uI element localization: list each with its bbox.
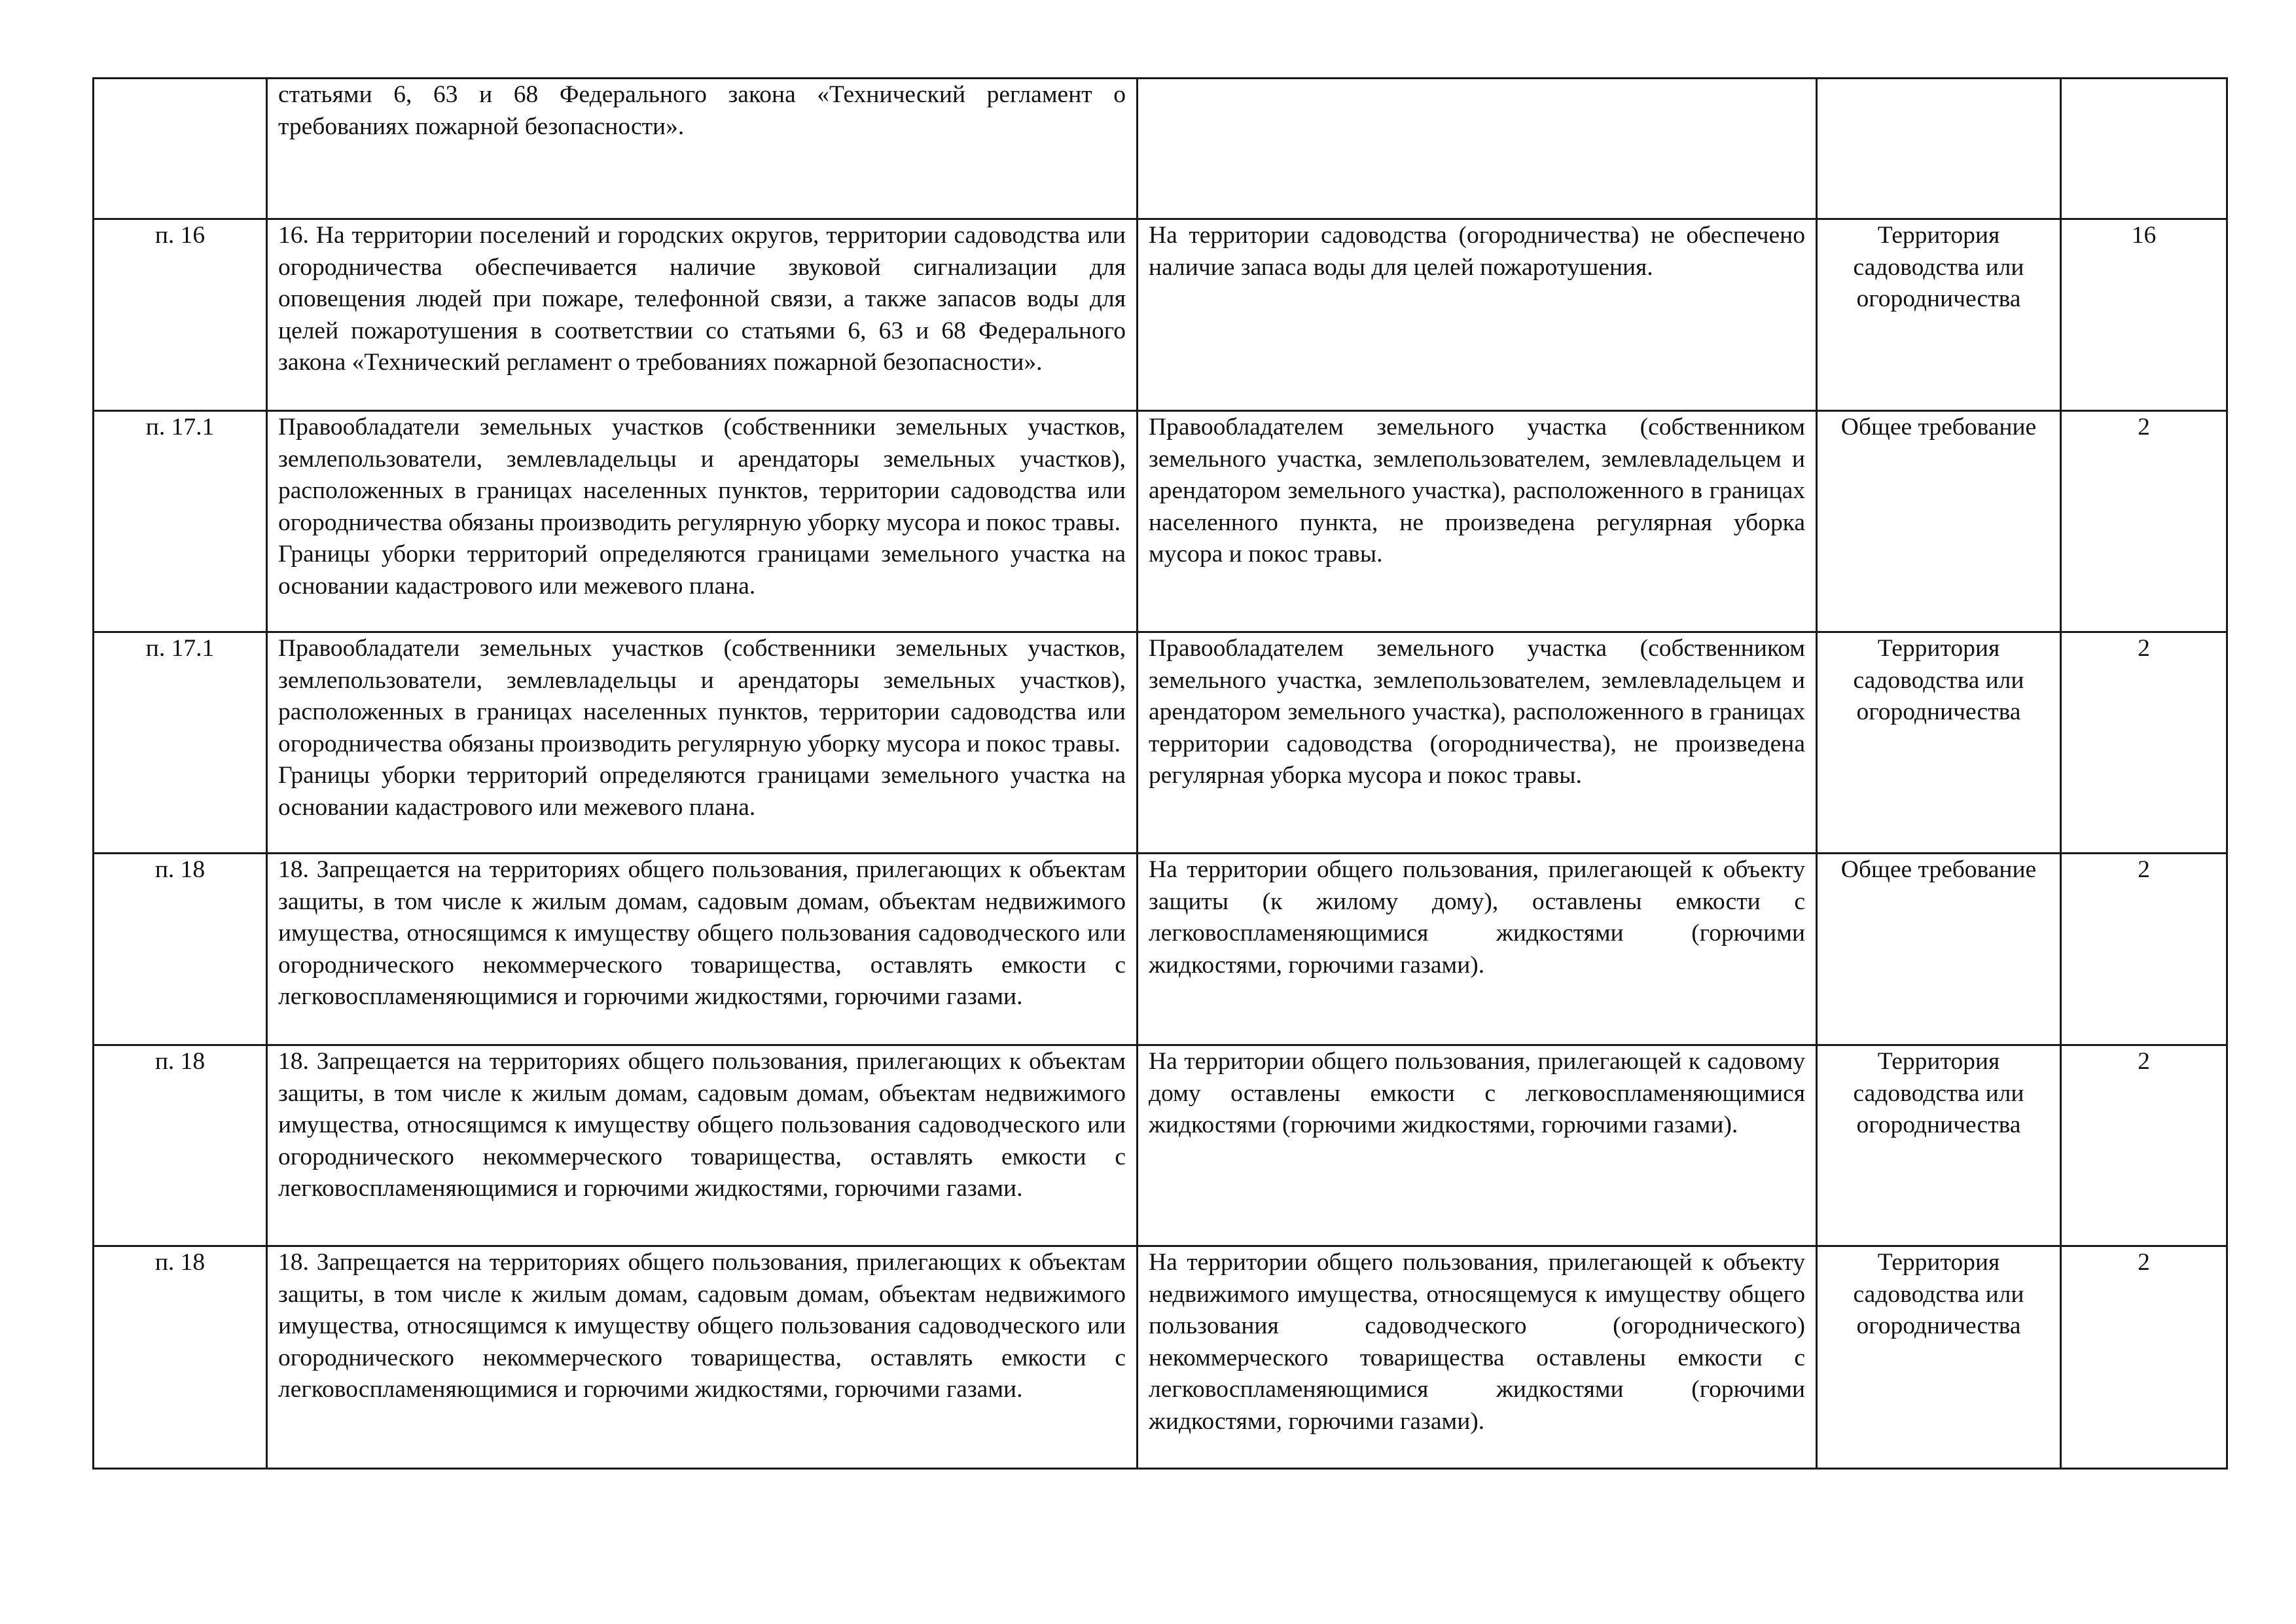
requirement-cell	[267, 1246, 1138, 1469]
clause-cell: п. 16	[94, 219, 267, 411]
table-row	[94, 411, 2227, 632]
scope-cell: Территория садоводства или огородничества	[1817, 1246, 2061, 1469]
scope-cell: Территория садоводства или огородничества	[1817, 219, 2061, 411]
clause-cell: п. 17.1	[94, 411, 267, 632]
table-row	[94, 854, 2227, 1045]
scope-cell: Общее требование	[1817, 411, 2061, 632]
clause-cell: п. 18	[94, 854, 267, 1045]
requirement-text: 18. Запрещается на территориях общего пользования, прилегающих к объектам защиты, в том числе к жилым домам, садовым домам, объектам недвижимого имущества, относящимся к имуществу общего пользования садоводческого или огороднического некоммерческого товарищества, оставлять емкости с легковоспламеняющимися и горючими жидкостями, горючими газами.	[278, 1249, 1126, 1403]
table-row	[94, 1246, 2227, 1469]
violation-cell: На территории общего пользования, прилегающей к объекту защиты (к жилому дому), оставлены емкости с легковоспламеняющимися жидкостями (горючими жидкостями, горючими газами).	[1138, 854, 1817, 1045]
clause-cell: п. 18	[94, 1045, 267, 1246]
clause-cell: п. 18	[94, 1246, 267, 1469]
requirement-text: статьями 6, 63 и 68 Федерального закона «Технический регламент о требованиях пожарной безопасности».	[278, 81, 1126, 140]
requirement-cell	[267, 854, 1138, 1045]
clause-cell	[94, 79, 267, 219]
requirement-text: Правообладатели земельных участков (собственники земельных участков, землепользователи, землевладельцы и арендаторы земельных участков), расположенных в границах населенных пунктов, территории садоводства или огородничества обязаны производить регулярную уборку мусора и покос травы.	[278, 414, 1126, 536]
scope-cell: Территория садоводства или огородничества	[1817, 1045, 2061, 1246]
requirement-cell	[267, 632, 1138, 854]
requirement-cell	[267, 79, 1138, 219]
requirement-cell	[267, 1045, 1138, 1246]
scope-cell: Территория садоводства или огородничества	[1817, 632, 2061, 854]
number-cell: 2	[2061, 632, 2227, 854]
scope-cell	[1817, 79, 2061, 219]
clause-cell: п. 17.1	[94, 632, 267, 854]
violation-cell: Правообладателем земельного участка (собственником земельного участка, землепользователем, землевладельцем и арендатором земельного участка), расположенного в границах территории садоводства (огородничества), не произведена регулярная уборка мусора и покос травы.	[1138, 632, 1817, 854]
number-cell: 2	[2061, 1045, 2227, 1246]
number-cell: 2	[2061, 854, 2227, 1045]
requirement-cell	[267, 411, 1138, 632]
number-cell: 16	[2061, 219, 2227, 411]
requirement-text: Границы уборки территорий определяются границами земельного участка на основании кадастрового или межевого плана.	[278, 762, 1126, 821]
number-cell	[2061, 79, 2227, 219]
requirement-text: 18. Запрещается на территориях общего пользования, прилегающих к объектам защиты, в том числе к жилым домам, садовым домам, объектам недвижимого имущества, относящимся к имуществу общего пользования садоводческого или огороднического некоммерческого товарищества, оставлять емкости с легковоспламеняющимися и горючими жидкостями, горючими газами.	[278, 856, 1126, 1010]
violation-cell: На территории общего пользования, прилегающей к объекту недвижимого имущества, относящемуся к имуществу общего пользования садоводческого (огороднического) некоммерческого товарищества оставлены емкости с легковоспламеняющимися жидкостями (горючими жидкостями, горючими газами).	[1138, 1246, 1817, 1469]
regulation-table	[92, 77, 2228, 1470]
requirement-text: 16. На территории поселений и городских округов, территории садоводства или огородничества обеспечивается наличие звуковой сигнализации для оповещения людей при пожаре, телефонной связи, а также запасов воды для целей пожаротушения в соответствии со статьями 6, 63 и 68 Федерального закона «Технический регламент о требованиях пожарной безопасности».	[278, 222, 1126, 376]
requirement-text: Правообладатели земельных участков (собственники земельных участков, землепользователи, землевладельцы и арендаторы земельных участков), расположенных в границах населенных пунктов, территории садоводства или огородничества обязаны производить регулярную уборку мусора и покос травы.	[278, 635, 1126, 757]
requirement-text: Границы уборки территорий определяются границами земельного участка на основании кадастрового или межевого плана.	[278, 541, 1126, 600]
table-row	[94, 1045, 2227, 1246]
scope-cell: Общее требование	[1817, 854, 2061, 1045]
violation-cell: На территории общего пользования, прилегающей к садовому дому оставлены емкости с легковоспламеняющимися жидкостями (горючими жидкостями, горючими газами).	[1138, 1045, 1817, 1246]
table-row	[94, 632, 2227, 854]
table-row	[94, 79, 2227, 219]
violation-cell: Правообладателем земельного участка (собственником земельного участка, землепользователем, землевладельцем и арендатором земельного участка), расположенного в границах населенного пункта, не произведена регулярная уборка мусора и покос травы.	[1138, 411, 1817, 632]
number-cell: 2	[2061, 1246, 2227, 1469]
requirement-cell	[267, 219, 1138, 411]
requirement-text: 18. Запрещается на территориях общего пользования, прилегающих к объектам защиты, в том числе к жилым домам, садовым домам, объектам недвижимого имущества, относящимся к имуществу общего пользования садоводческого или огороднического некоммерческого товарищества, оставлять емкости с легковоспламеняющимися и горючими жидкостями, горючими газами.	[278, 1048, 1126, 1202]
violation-cell: На территории садоводства (огородничества) не обеспечено наличие запаса воды для целей пожаротушения.	[1138, 219, 1817, 411]
number-cell: 2	[2061, 411, 2227, 632]
table-row	[94, 219, 2227, 411]
violation-cell	[1138, 79, 1817, 219]
